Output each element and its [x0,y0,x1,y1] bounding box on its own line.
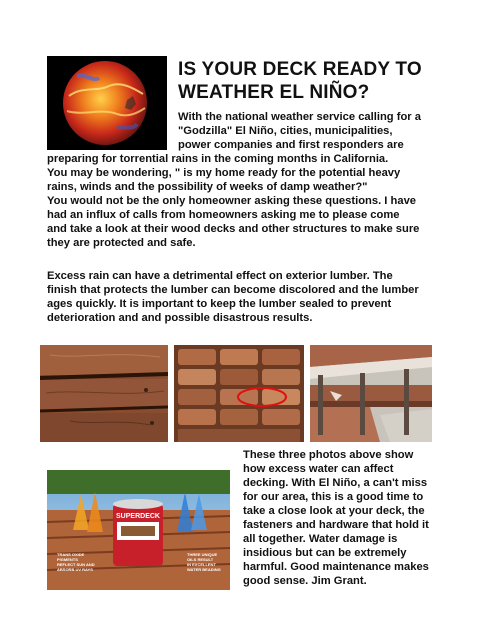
text-line: These three photos above show [243,449,414,461]
text-line: You would not be the only homeowner asking these questions. I have [47,195,417,207]
product-note-right: WATER BEADING [187,567,221,572]
body-paragraph-1 [47,152,457,250]
rotted-boards-photo [174,345,304,442]
text-line: You may be wondering, " is my home ready for the potential heavy [47,167,401,179]
globe-illustration [47,56,167,150]
photo-caption [243,448,473,588]
text-line: rains, winds and the possibility of weeks of damp weather?" [47,181,368,193]
text-line: all together. Water damage is [243,533,398,545]
product-brand: SUPERDECK [116,513,160,520]
superdeck-can-illustration [47,470,230,590]
text-line: for our area, this is a good time to [243,491,424,503]
el-nino-globe-image [47,56,167,150]
text-line: insidious but can be extremely [243,547,407,559]
product-note-right: THREE UNIQUE [187,552,218,557]
superdeck-product-image [47,470,230,590]
text-line: Excess rain can have a detrimental effect on exterior lumber. The [47,270,393,282]
cracked-deck-photo [40,345,168,442]
text-line: finish that protects the lumber can become discolored and the lumber [47,284,419,296]
product-note-left: REFLECT SUN AND [57,562,95,567]
product-note-left: PIGMENTS [57,557,78,562]
product-note-right: IN EXCELLENT [187,562,216,567]
title-line: WEATHER EL NIÑO? [178,82,370,103]
intro-paragraph [178,110,468,152]
damaged-joists-photo [310,345,432,442]
text-line: how excess water can affect [243,463,394,475]
text-line: With the national weather service calling for a [178,111,421,123]
text-line: power companies and first responders are [178,139,404,151]
text-line: fasteners and hardware that hold it [243,519,429,531]
text-line: they are protected and safe. [47,237,196,249]
text-line: deterioration and and possible disastrous results. [47,312,313,324]
text-line: harmful. Good maintenance makes [243,561,429,573]
text-line: good sense. Jim Grant. [243,575,367,587]
product-note-right: OILS RESULT [187,557,214,562]
text-line: take a close look at your deck, the [243,505,425,517]
product-note-left: ABSORB UV RAYS [57,567,93,572]
text-line: decking. With El Niño, a can't miss [243,477,428,489]
text-line: and take a look at their wood decks and other structures to make sure [47,223,420,235]
text-line: ages quickly. It is important to keep the lumber sealed to prevent [47,298,392,310]
text-line: preparing for torrential rains in the coming months in California. [47,153,389,165]
title-line: IS YOUR DECK READY TO [178,59,422,80]
text-line: had an influx of calls from homeowners asking me to please come [47,209,400,221]
product-note-left: TRANS OXIDE [57,552,85,557]
article-title [178,58,478,104]
text-line: "Godzilla" El Niño, cities, municipalities, [178,125,393,137]
body-paragraph-2 [47,269,457,325]
